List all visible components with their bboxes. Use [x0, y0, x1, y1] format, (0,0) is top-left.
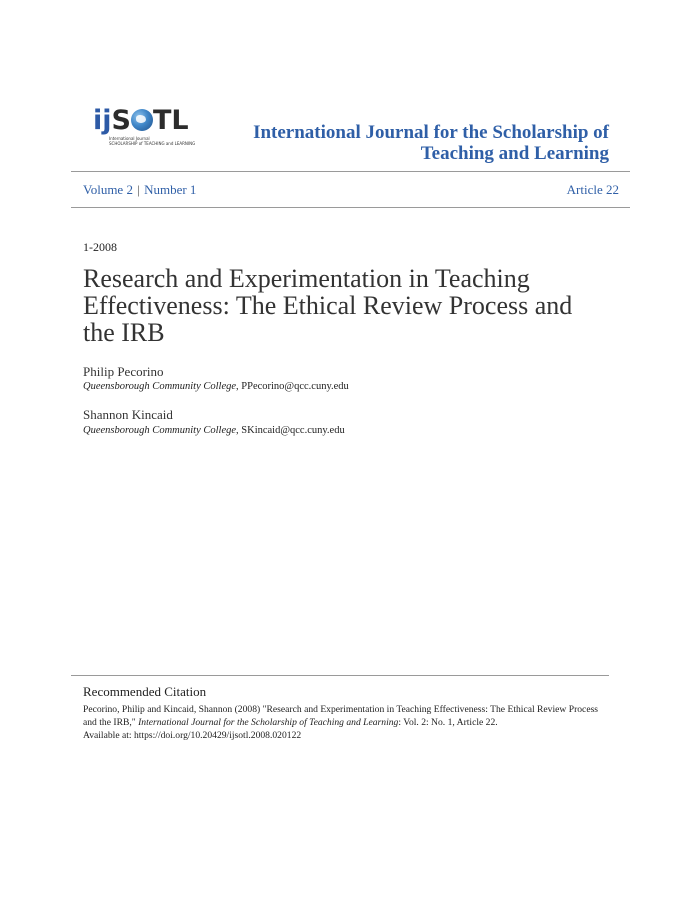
logo-suffix: TL: [152, 105, 189, 136]
logo-prefix: ij: [93, 105, 112, 136]
volume-link[interactable]: Volume 2: [83, 182, 133, 197]
citation-part1: Pecorino, Philip and Kincaid, Shannon (2008) "Research and Experimentation in Teaching Effectiveness: The Ethical Review Process and the IRB,": [83, 704, 599, 728]
citation-text: [83, 703, 608, 742]
volume-number-line: [83, 182, 196, 198]
citation-part2: : Vol. 2: No. 1, Article 22.: [398, 717, 498, 728]
publication-date: 1-2008: [83, 240, 117, 254]
top-divider: [71, 171, 630, 172]
citation-heading: Recommended Citation: [83, 684, 207, 699]
author-name: Philip Pecorino: [83, 364, 164, 379]
journal-title-link[interactable]: International Journal for the Scholarship of Teaching and Learning: [253, 122, 609, 164]
citation-divider: [71, 675, 609, 676]
article-number-link[interactable]: Article 22: [566, 182, 619, 197]
paper-title: Research and Experimentation in Teaching Effectiveness: The Ethical Review Process and the IRB: [83, 264, 573, 347]
citation-journal: International Journal for the Scholarship of Teaching and Learning: [138, 717, 399, 728]
logo-wordmark: [93, 106, 189, 136]
affiliation-name: Queensborough Community College: [83, 381, 237, 392]
author-affiliation: [83, 381, 349, 392]
logo-mark: S: [111, 105, 131, 136]
author-name: Shannon Kincaid: [83, 407, 173, 422]
author-email: , PPecorino@qcc.cuny.edu: [236, 381, 349, 392]
journal-logo[interactable]: [93, 105, 196, 150]
logo-subtitle-line2: SCHOLARSHIP of TEACHING and LEARNING: [109, 141, 196, 146]
header-divider: [71, 207, 630, 208]
number-link[interactable]: Number 1: [144, 182, 197, 197]
affiliation-name: Queensborough Community College: [83, 425, 237, 436]
logo-subtitle-line1: International Journal: [109, 136, 150, 141]
citation-doi[interactable]: Available at: https://doi.org/10.20429/ijsotl.2008.020122: [83, 730, 302, 741]
globe-icon: [131, 109, 153, 131]
author-email: , SKincaid@qcc.cuny.edu: [236, 425, 345, 436]
volume-separator: |: [137, 182, 140, 197]
author-affiliation: [83, 425, 345, 436]
